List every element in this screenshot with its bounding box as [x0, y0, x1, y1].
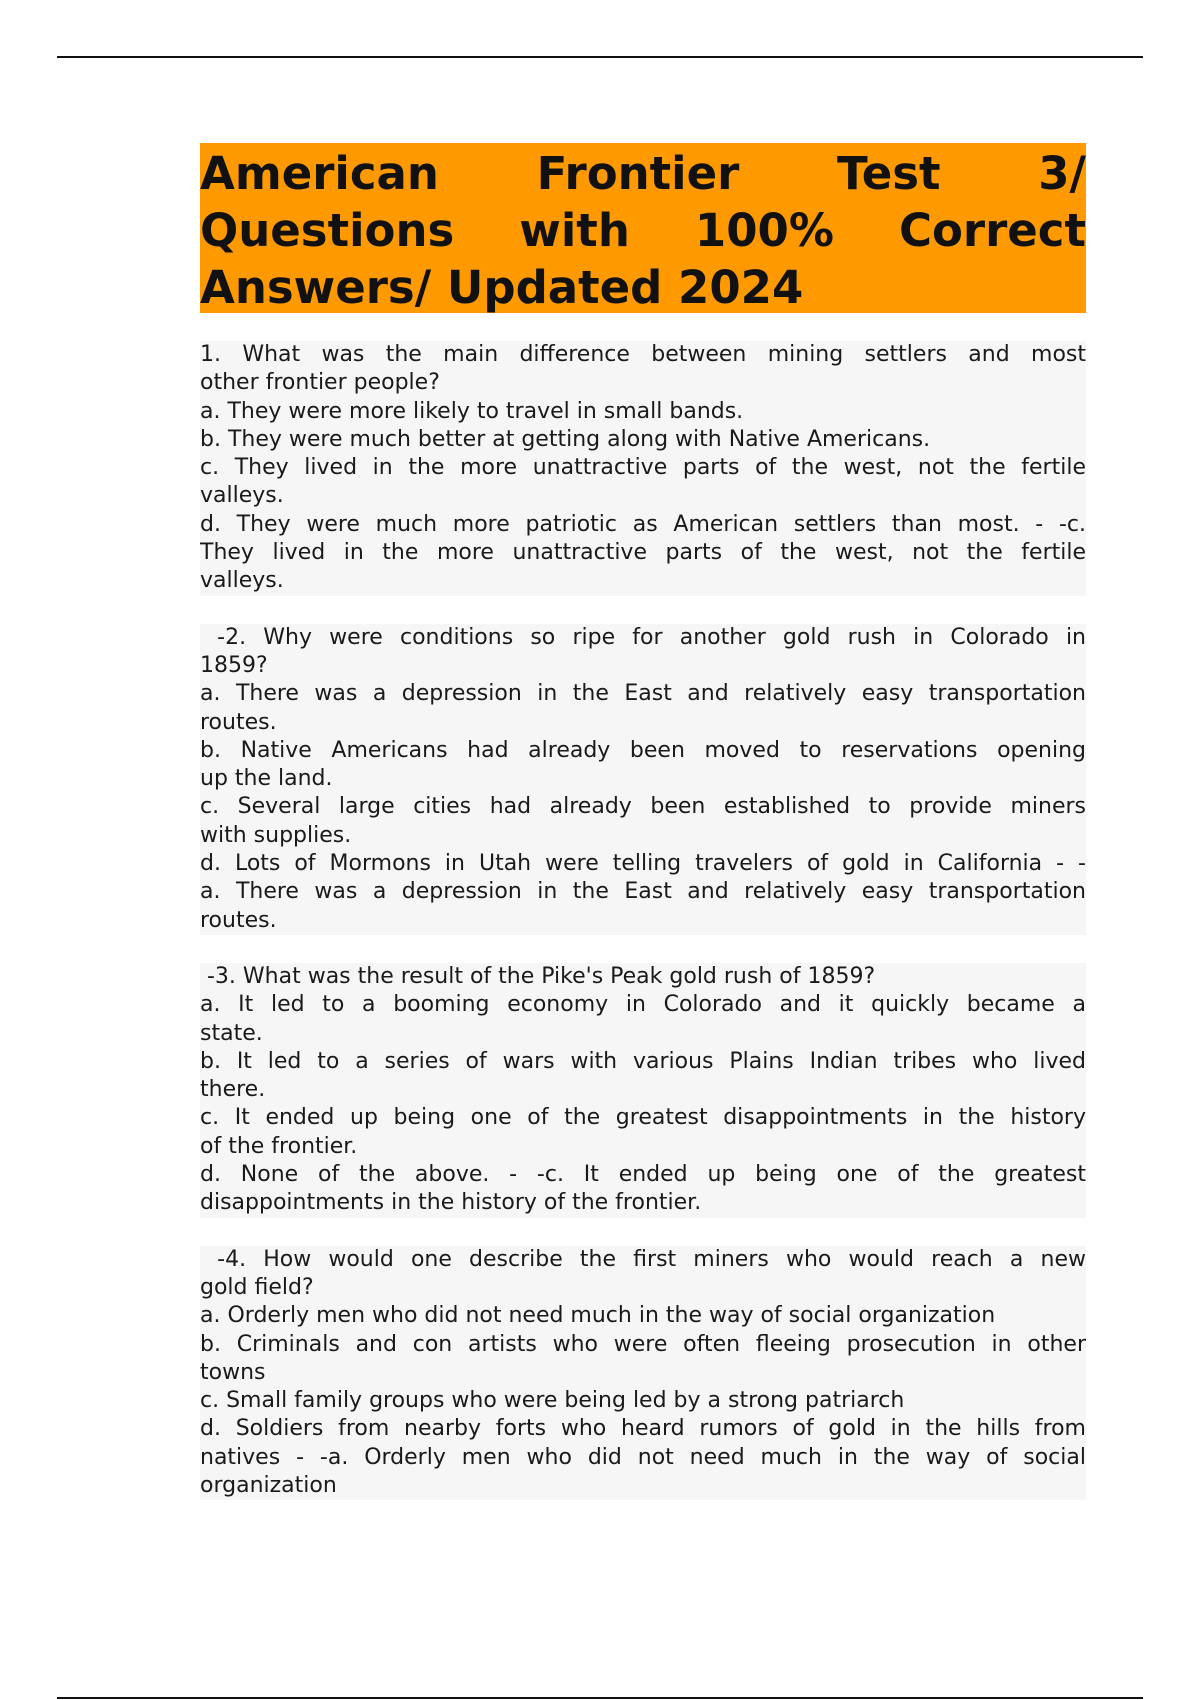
question-3-line: a. It led to a booming economy in Colorado and it quickly became a [200, 991, 1086, 1019]
question-2-line: up the land. [200, 765, 1086, 793]
question-1-line: other frontier people? [200, 369, 1086, 397]
question-1-line: valleys. [200, 567, 1086, 595]
question-3-line: disappointments in the history of the frontier. [200, 1189, 1086, 1217]
question-2-line: c. Several large cities had already been established to provide miners [200, 793, 1086, 821]
question-2-line: -2. Why were conditions so ripe for another gold rush in Colorado in [200, 624, 1086, 652]
question-4-line: b. Criminals and con artists who were often fleeing prosecution in other [200, 1331, 1086, 1359]
question-1-line: a. They were more likely to travel in small bands. [200, 398, 1086, 426]
question-block-2 [200, 624, 1086, 935]
question-1-line: d. They were much more patriotic as American settlers than most. - -c. [200, 511, 1086, 539]
question-3-line: d. None of the above. - -c. It ended up being one of the greatest [200, 1161, 1086, 1189]
question-1-line: c. They lived in the more unattractive parts of the west, not the fertile [200, 454, 1086, 482]
document-page [200, 143, 1086, 1528]
footer-rule [57, 1697, 1143, 1699]
question-4-line: gold field? [200, 1274, 1086, 1302]
title-line-3: Answers/ Updated 2024 [200, 261, 804, 314]
question-2-line: routes. [200, 907, 1086, 935]
question-2-line: 1859? [200, 652, 1086, 680]
question-block-3 [200, 963, 1086, 1218]
question-4-line: organization [200, 1472, 1086, 1500]
title-line-1: American Frontier Test 3/ [200, 147, 1086, 200]
question-2-line: a. There was a depression in the East and relatively easy transportation [200, 878, 1086, 906]
question-3-line: -3. What was the result of the Pike's Peak gold rush of 1859? [200, 963, 1086, 991]
question-4-line: towns [200, 1359, 1086, 1387]
question-3-line: b. It led to a series of wars with various Plains Indian tribes who lived [200, 1048, 1086, 1076]
title-line-2: Questions with 100% Correct [200, 204, 1086, 257]
question-2-line: d. Lots of Mormons in Utah were telling travelers of gold in California - - [200, 850, 1086, 878]
question-2-line: a. There was a depression in the East and relatively easy transportation [200, 680, 1086, 708]
question-block-1 [200, 341, 1086, 596]
question-2-line: b. Native Americans had already been moved to reservations opening [200, 737, 1086, 765]
question-4-line: c. Small family groups who were being led by a strong patriarch [200, 1387, 1086, 1415]
question-3-line: state. [200, 1020, 1086, 1048]
question-4-line: d. Soldiers from nearby forts who heard rumors of gold in the hills from [200, 1415, 1086, 1443]
question-1-line: 1. What was the main difference between mining settlers and most [200, 341, 1086, 369]
document-title [200, 143, 1086, 313]
question-2-line: routes. [200, 709, 1086, 737]
question-3-line: of the frontier. [200, 1133, 1086, 1161]
question-4-line: -4. How would one describe the first miners who would reach a new [200, 1246, 1086, 1274]
question-1-line: valleys. [200, 482, 1086, 510]
question-3-line: c. It ended up being one of the greatest disappointments in the history [200, 1104, 1086, 1132]
question-4-line: natives - -a. Orderly men who did not need much in the way of social [200, 1444, 1086, 1472]
question-2-line: with supplies. [200, 822, 1086, 850]
question-block-4 [200, 1246, 1086, 1501]
question-1-line: They lived in the more unattractive parts of the west, not the fertile [200, 539, 1086, 567]
question-1-line: b. They were much better at getting along with Native Americans. [200, 426, 1086, 454]
question-list [200, 341, 1086, 1500]
question-3-line: there. [200, 1076, 1086, 1104]
question-4-line: a. Orderly men who did not need much in the way of social organization [200, 1302, 1086, 1330]
header-rule [57, 56, 1143, 58]
